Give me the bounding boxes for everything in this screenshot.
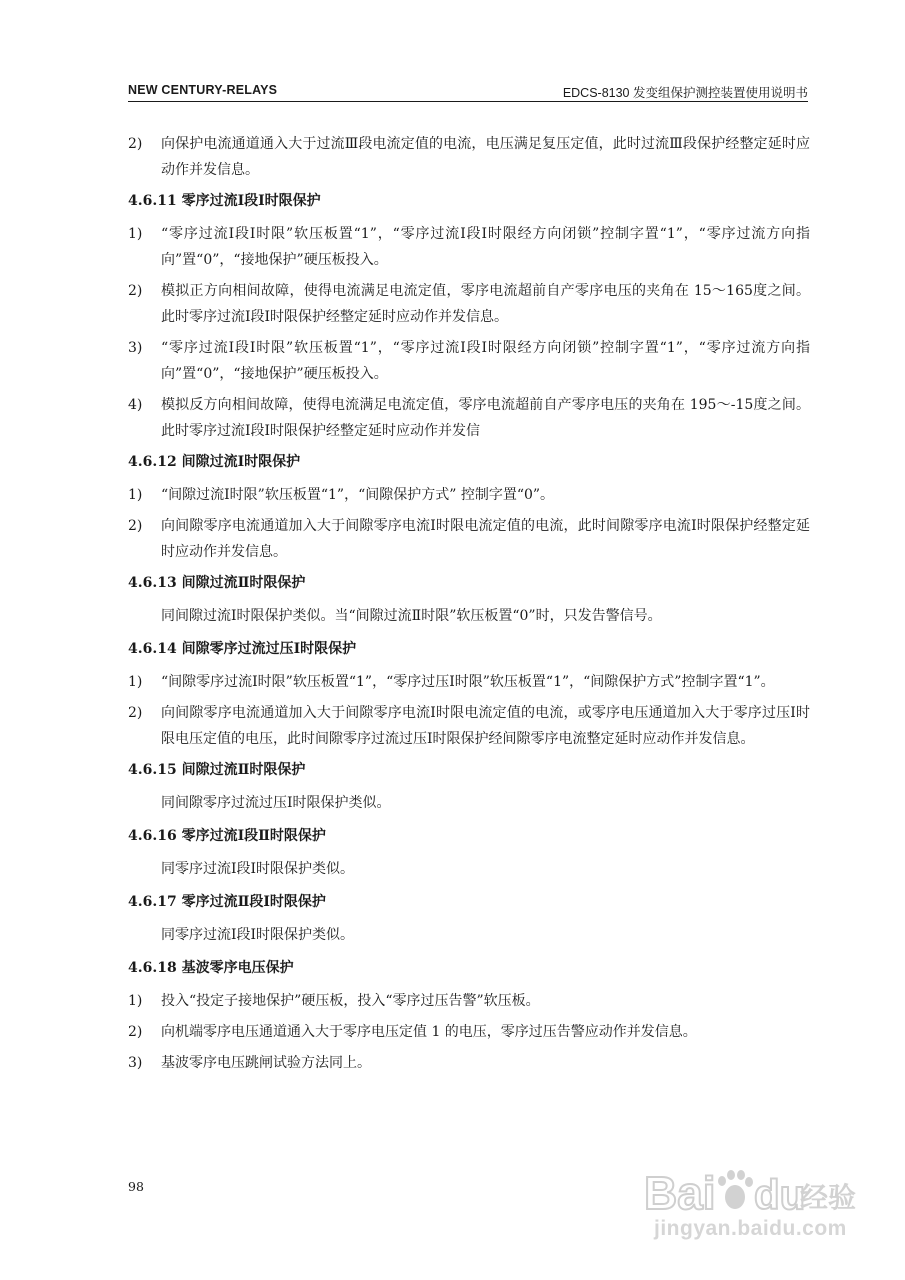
header-company: NEW CENTURY-RELAYS	[128, 83, 278, 97]
list-item-number: 2)	[128, 283, 143, 299]
header-doc-title: EDCS-8130 发变组保护测控装置使用说明书	[562, 86, 808, 100]
list-item	[128, 131, 810, 183]
list-item-number: 4)	[128, 397, 143, 413]
baidu-logo	[642, 1161, 862, 1221]
list-item	[128, 1019, 810, 1045]
list-item-number: 1)	[128, 993, 143, 1009]
section-heading: 4.6.15 间隙过流Ⅱ时限保护	[128, 762, 306, 778]
baidu-jingyan-watermark	[642, 1143, 860, 1253]
jingyan-text: 经验	[800, 1181, 857, 1214]
section-heading: 4.6.17 零序过流Ⅱ段Ⅰ时限保护	[128, 894, 326, 910]
document-body	[128, 131, 810, 1081]
list-item	[128, 221, 810, 273]
list-item-text: “零序过流Ⅰ段Ⅰ时限”软压板置“1”，“零序过流Ⅰ段Ⅰ时限经方向闭锁”控制字置“1”，“零序过流方向指向”置“0”，“接地保护”硬压板投入。	[161, 340, 810, 382]
list-item-text: “间隙过流Ⅰ时限”软压板置“1”，“间隙保护方式” 控制字置“0”。	[161, 487, 555, 503]
page-header	[128, 83, 808, 102]
list-item	[128, 700, 810, 752]
list-item-text: 向间隙零序电流通道加入大于间隙零序电流Ⅰ时限电流定值的电流，此时间隙零序电流Ⅰ时限保护经整定延时应动作并发信息。	[161, 518, 810, 560]
list-item-number: 2)	[128, 1024, 143, 1040]
list-item	[128, 1050, 810, 1076]
section-heading: 4.6.18 基波零序电压保护	[128, 960, 294, 976]
paragraph: 同间隙零序过流过压Ⅰ时限保护类似。	[161, 795, 391, 811]
list-item-number: 2)	[128, 136, 143, 152]
list-item-text: 模拟正方向相间故障，使得电流满足电流定值，零序电流超前自产零序电压的夹角在 15～165度之间。此时零序过流Ⅰ段Ⅰ时限保护经整定延时应动作并发信息。	[161, 283, 810, 325]
page-number: 98	[128, 1179, 144, 1194]
list-item-text: 基波零序电压跳闸试验方法同上。	[161, 1055, 371, 1071]
paw-icon	[718, 1170, 753, 1209]
list-item	[128, 335, 810, 387]
list-item-number: 1)	[128, 487, 143, 503]
list-item-number: 2)	[128, 705, 143, 721]
list-item-text: 模拟反方向相间故障，使得电流满足电流定值，零序电流超前自产零序电压的夹角在 195～-15度之间。此时零序过流Ⅰ段Ⅰ时限保护经整定延时应动作并发信	[161, 397, 810, 439]
list-item	[128, 669, 810, 695]
list-item	[128, 278, 810, 330]
baidu-brand-text: Bai	[644, 1167, 716, 1219]
list-item	[128, 988, 810, 1014]
list-item-text: 向间隙零序电流通道加入大于间隙零序电流Ⅰ时限电流定值的电流，或零序电压通道加入大于零序过压Ⅰ时限电压定值的电压，此时间隙零序过流过压Ⅰ时限保护经间隙零序电流整定延时应动作并发信息。	[161, 705, 810, 747]
list-item-text: 向机端零序电压通道通入大于零序电压定值 1 的电压，零序过压告警应动作并发信息。	[161, 1024, 697, 1040]
list-item-number: 1)	[128, 674, 143, 690]
paragraph: 同零序过流Ⅰ段Ⅰ时限保护类似。	[161, 927, 355, 943]
baidu-du-text: du	[754, 1171, 806, 1218]
list-item	[128, 513, 810, 565]
paragraph: 同零序过流Ⅰ段Ⅰ时限保护类似。	[161, 861, 355, 877]
list-item-number: 1)	[128, 226, 143, 242]
watermark-url: jingyan.baidu.com	[654, 1217, 847, 1240]
section-heading: 4.6.12 间隙过流Ⅰ时限保护	[128, 454, 301, 470]
list-item-text: “零序过流Ⅰ段Ⅰ时限”软压板置“1”，“零序过流Ⅰ段Ⅰ时限经方向闭锁”控制字置“1”，“零序过流方向指向”置“0”，“接地保护”硬压板投入。	[161, 226, 810, 268]
paragraph: 同间隙过流Ⅰ时限保护类似。当“间隙过流Ⅱ时限”软压板置“0”时，只发告警信号。	[161, 608, 662, 624]
section-heading: 4.6.11 零序过流Ⅰ段Ⅰ时限保护	[128, 193, 321, 209]
list-item-number: 2)	[128, 518, 143, 534]
section-heading: 4.6.14 间隙零序过流过压Ⅰ时限保护	[128, 641, 357, 657]
section-heading: 4.6.16 零序过流Ⅰ段Ⅱ时限保护	[128, 828, 326, 844]
list-item-text: “间隙零序过流Ⅰ时限”软压板置“1”，“零序过压Ⅰ时限”软压板置“1”，“间隙保护方式”控制字置“1”。	[161, 674, 775, 690]
list-item	[128, 392, 810, 444]
list-item	[128, 482, 810, 508]
list-item-number: 3)	[128, 340, 143, 356]
list-item-text: 投入“投定子接地保护”硬压板，投入“零序过压告警”软压板。	[161, 993, 540, 1009]
list-item-text: 向保护电流通道通入大于过流Ⅲ段电流定值的电流，电压满足复压定值，此时过流Ⅲ段保护经整定延时应动作并发信息。	[161, 136, 810, 178]
section-heading: 4.6.13 间隙过流Ⅱ时限保护	[128, 575, 306, 591]
list-item-number: 3)	[128, 1055, 143, 1071]
